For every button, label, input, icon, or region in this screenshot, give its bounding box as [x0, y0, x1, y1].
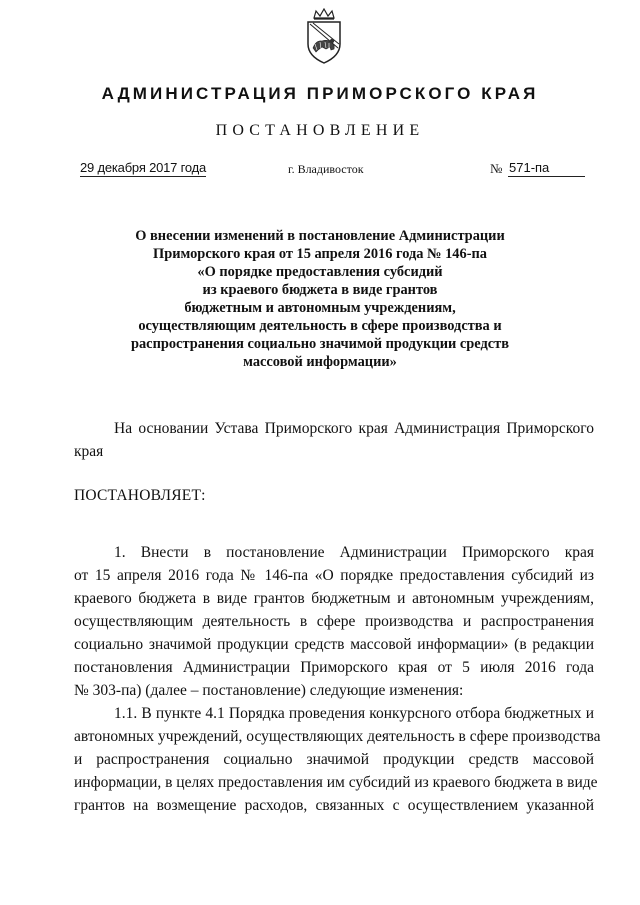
document-date: 29 декабря 2017 года: [80, 160, 207, 175]
title-line: О внесении изменений в постановление Администрации: [135, 228, 505, 244]
title-line: из краевого бюджета в виде грантов: [202, 282, 438, 298]
basis-paragraph: [74, 417, 594, 463]
title-line: осуществляющим деятельность в сфере производства и: [138, 318, 502, 334]
document-number: 571-па: [508, 160, 585, 177]
paragraph-line: грантов на возмещение расходов, связанных с осуществлением указанной: [74, 797, 594, 814]
decree-word: ПОСТАНОВЛЯЕТ:: [74, 487, 206, 504]
title-line: Приморского края от 15 апреля 2016 года № 146-па: [153, 246, 487, 262]
paragraph-line: 1. Внести в постановление Администрации Приморского края: [114, 544, 594, 561]
primorsky-krai-coat-of-arms-icon: [302, 8, 346, 66]
title-line: «О порядке предоставления субсидий: [197, 264, 443, 280]
document-title: [80, 227, 560, 371]
document-number-label: №: [490, 161, 503, 176]
paragraph-line: осуществляющим деятельность в сфере производства и распространения: [74, 613, 594, 630]
title-line: бюджетным и автономным учреждениям,: [184, 300, 456, 316]
document-type: ПОСТАНОВЛЕНИЕ: [215, 122, 425, 139]
paragraph-line: автономных учреждений, осуществляющих деятельность в сфере производства: [74, 728, 601, 745]
paragraph-line: № 303-па) (далее – постановление) следующие изменения:: [74, 682, 464, 699]
paragraph-line: края: [74, 443, 104, 460]
title-line: распространения социально значимой продукции средств: [130, 336, 509, 352]
document-meta-row: [0, 160, 640, 180]
paragraph-line: 1.1. В пункте 4.1 Порядка проведения конкурсного отбора бюджетных и: [114, 705, 594, 722]
paragraph-line: и распространения социально значимой продукции средств массовой: [74, 751, 594, 768]
paragraph-line: от 15 апреля 2016 года № 146-па «О порядке предоставления субсидий из: [74, 567, 594, 584]
document-city: г. Владивосток: [288, 162, 364, 176]
organization-name: АДМИНИСТРАЦИЯ ПРИМОРСКОГО КРАЯ: [101, 84, 539, 103]
paragraph-line: социально значимой продукции средств массовой информации» (в редакции: [74, 636, 594, 653]
paragraph-line: краевого бюджета в виде грантов бюджетным и автономным учреждениям,: [74, 590, 594, 607]
paragraph-line: На основании Устава Приморского края Администрация Приморского: [114, 420, 594, 437]
paragraph-line: информации, в целях предоставления им субсидий из краевого бюджета в виде: [74, 774, 598, 791]
item-1-paragraph: [74, 541, 601, 817]
paragraph-line: постановления Администрации Приморского края от 5 июля 2016 года: [74, 659, 594, 676]
title-line: массовой информации»: [243, 354, 397, 370]
